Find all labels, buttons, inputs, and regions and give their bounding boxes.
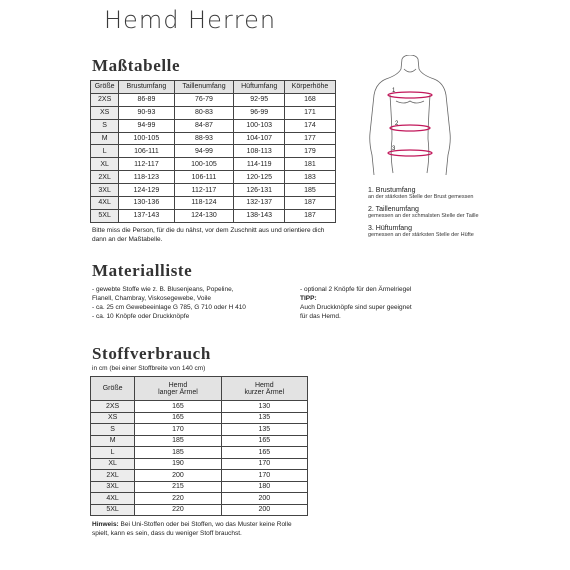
- figure-legend: [368, 187, 568, 238]
- document-title: Hemd Herren: [104, 6, 277, 34]
- materials-line: Flanell, Chambray, Viskosegewebe, Voile: [92, 295, 211, 302]
- table-cell: 165: [135, 401, 221, 413]
- table-cell: 190: [135, 458, 221, 470]
- header-line: langer Ärmel: [158, 388, 198, 396]
- table-cell: 138-143: [234, 209, 284, 222]
- table-cell: 112-117: [174, 184, 234, 197]
- table-cell: 84-87: [174, 119, 234, 132]
- table-cell: 183: [284, 171, 335, 184]
- legend-item-title: 3. Hüftumfang: [368, 225, 412, 232]
- measure-header-height: Körperhöhe: [284, 81, 335, 94]
- table-cell: 2XL: [91, 171, 119, 184]
- table-row: [91, 424, 308, 436]
- table-cell: 187: [284, 209, 335, 222]
- legend-item-subtitle: gemessen an der schmalsten Stelle der Taille: [368, 213, 479, 219]
- table-cell: 80-83: [174, 106, 234, 119]
- table-cell: 200: [221, 493, 307, 505]
- tip-line: Auch Druckknöpfe sind super geeignet: [300, 304, 412, 311]
- table-cell: 5XL: [91, 504, 135, 516]
- hint-text: Bei Uni-Stoffen oder bei Stoffen, wo das Muster keine Rolle: [118, 521, 292, 528]
- measure-table-heading: Maßtabelle: [92, 56, 181, 75]
- fabric-subtitle: in cm (bei einer Stoffbreite von 140 cm): [92, 365, 206, 372]
- table-cell: 112-117: [119, 158, 174, 171]
- torso-outline: [370, 55, 451, 175]
- table-cell: 181: [284, 158, 335, 171]
- table-cell: 135: [221, 412, 307, 424]
- table-row: [91, 106, 336, 119]
- table-row: [91, 470, 308, 482]
- table-row: [91, 184, 336, 197]
- table-cell: 4XL: [91, 197, 119, 210]
- measure-header-hip: Hüftumfang: [234, 81, 284, 94]
- table-cell: XL: [91, 158, 119, 171]
- table-cell: 100-103: [234, 119, 284, 132]
- table-row: [91, 493, 308, 505]
- table-cell: 174: [284, 119, 335, 132]
- fabric-header-short-sleeve: [221, 377, 307, 401]
- table-cell: 96-99: [234, 106, 284, 119]
- table-cell: 114-119: [234, 158, 284, 171]
- table-cell: L: [91, 145, 119, 158]
- table-row: [91, 171, 336, 184]
- table-cell: 76-79: [174, 93, 234, 106]
- table-cell: 126-131: [234, 184, 284, 197]
- table-cell: 3XL: [91, 481, 135, 493]
- table-cell: 86-89: [119, 93, 174, 106]
- table-row: [91, 435, 308, 447]
- table-cell: 90-93: [119, 106, 174, 119]
- table-cell: 165: [221, 435, 307, 447]
- table-cell: XS: [91, 106, 119, 119]
- table-cell: 118-123: [119, 171, 174, 184]
- fabric-table-header-row: [91, 377, 308, 401]
- optional-buttons-line: - optional 2 Knöpfe für den Ärmelriegel: [300, 286, 412, 293]
- table-cell: 135: [221, 424, 307, 436]
- table-row: [91, 158, 336, 171]
- table-cell: XS: [91, 412, 135, 424]
- table-cell: 170: [221, 470, 307, 482]
- legend-item-title: 2. Taillenumfang: [368, 206, 419, 213]
- table-cell: 187: [284, 197, 335, 210]
- table-cell: 130: [221, 401, 307, 413]
- table-cell: 108-113: [234, 145, 284, 158]
- table-cell: 179: [284, 145, 335, 158]
- table-cell: 168: [284, 93, 335, 106]
- measure-note-line: Bitte miss die Person, für die du nähst, vor dem Zuschnitt aus und orientiere dich: [92, 227, 325, 234]
- tip-label: TIPP:: [300, 295, 317, 302]
- table-cell: 171: [284, 106, 335, 119]
- fabric-heading: Stoffverbrauch: [92, 344, 211, 363]
- legend-item: [368, 206, 568, 219]
- hint-line: [92, 520, 352, 529]
- measure-note: [92, 226, 352, 244]
- measure-header-chest: Brustumfang: [119, 81, 174, 94]
- table-cell: 220: [135, 493, 221, 505]
- materials-heading: Materialliste: [92, 261, 193, 280]
- table-cell: S: [91, 119, 119, 132]
- fabric-hint: [92, 520, 352, 538]
- measure-table-header-row: [91, 81, 336, 94]
- waist-marker: 2: [395, 121, 399, 127]
- table-cell: 132-137: [234, 197, 284, 210]
- table-cell: XL: [91, 458, 135, 470]
- header-line: Hemd: [168, 381, 188, 389]
- table-cell: 2XL: [91, 470, 135, 482]
- fabric-table: [90, 376, 308, 516]
- materials-line: - ca. 10 Knöpfe oder Druckknöpfe: [92, 313, 190, 320]
- tip-line: für das Hemd.: [300, 313, 341, 320]
- table-cell: 88-93: [174, 132, 234, 145]
- table-cell: 137-143: [119, 209, 174, 222]
- measure-header-waist: Taillenumfang: [174, 81, 234, 94]
- materials-list: [92, 285, 302, 321]
- hint-label: Hinweis:: [92, 521, 119, 528]
- table-cell: 124-129: [119, 184, 174, 197]
- materials-line: - ca. 25 cm Gewebeeinlage G 785, G 710 oder H 410: [92, 304, 246, 311]
- table-cell: 220: [135, 504, 221, 516]
- table-cell: 124-130: [174, 209, 234, 222]
- table-cell: 120-125: [234, 171, 284, 184]
- table-row: [91, 504, 308, 516]
- chest-marker: 1: [392, 88, 396, 94]
- fabric-header-size: [91, 377, 135, 401]
- table-row: [91, 401, 308, 413]
- table-row: [91, 132, 336, 145]
- table-cell: 106-111: [119, 145, 174, 158]
- header-line: kurzer Ärmel: [244, 388, 285, 396]
- header-line: Hemd: [254, 381, 274, 389]
- table-cell: 200: [221, 504, 307, 516]
- table-cell: 3XL: [91, 184, 119, 197]
- table-cell: 4XL: [91, 493, 135, 505]
- measure-note-line: dann an der Maßtabelle.: [92, 236, 163, 243]
- table-cell: 94-99: [174, 145, 234, 158]
- table-row: [91, 458, 308, 470]
- table-cell: 185: [135, 435, 221, 447]
- legend-item-subtitle: an der stärksten Stelle der Brust gemessen: [368, 194, 474, 200]
- header-line: Größe: [102, 385, 123, 392]
- table-cell: 130-136: [119, 197, 174, 210]
- table-cell: 185: [284, 184, 335, 197]
- table-row: [91, 93, 336, 106]
- table-cell: 104-107: [234, 132, 284, 145]
- table-cell: 92-95: [234, 93, 284, 106]
- legend-item: [368, 187, 568, 200]
- table-cell: 165: [221, 447, 307, 459]
- legend-item-subtitle: gemessen an der stärksten Stelle der Hüfte: [368, 232, 474, 238]
- table-row: [91, 145, 336, 158]
- table-row: [91, 209, 336, 222]
- table-row: [91, 119, 336, 132]
- table-cell: 180: [221, 481, 307, 493]
- table-cell: 170: [135, 424, 221, 436]
- table-cell: 100-105: [119, 132, 174, 145]
- table-cell: 185: [135, 447, 221, 459]
- table-cell: 118-124: [174, 197, 234, 210]
- table-cell: 94-99: [119, 119, 174, 132]
- table-cell: 170: [221, 458, 307, 470]
- table-row: [91, 197, 336, 210]
- table-cell: 215: [135, 481, 221, 493]
- table-cell: 177: [284, 132, 335, 145]
- table-cell: 5XL: [91, 209, 119, 222]
- table-cell: 100-105: [174, 158, 234, 171]
- hip-marker: 3: [392, 146, 396, 152]
- measure-header-size: Größe: [91, 81, 119, 94]
- table-row: [91, 412, 308, 424]
- table-cell: L: [91, 447, 135, 459]
- materials-line: - gewebte Stoffe wie z. B. Blusenjeans, Popeline,: [92, 286, 234, 293]
- body-measurement-figure: [360, 55, 460, 177]
- legend-item: [368, 225, 568, 238]
- table-cell: 200: [135, 470, 221, 482]
- table-cell: 2XS: [91, 401, 135, 413]
- table-cell: 106-111: [174, 171, 234, 184]
- measure-table: [90, 80, 336, 223]
- table-cell: M: [91, 132, 119, 145]
- table-row: [91, 481, 308, 493]
- table-row: [91, 447, 308, 459]
- hint-line: spielt, kann es sein, dass du weniger Stoff brauchst.: [92, 530, 242, 537]
- table-cell: 165: [135, 412, 221, 424]
- table-cell: M: [91, 435, 135, 447]
- materials-tip: [300, 285, 470, 321]
- table-cell: S: [91, 424, 135, 436]
- fabric-header-long-sleeve: [135, 377, 221, 401]
- legend-item-title: 1. Brustumfang: [368, 187, 416, 194]
- table-cell: 2XS: [91, 93, 119, 106]
